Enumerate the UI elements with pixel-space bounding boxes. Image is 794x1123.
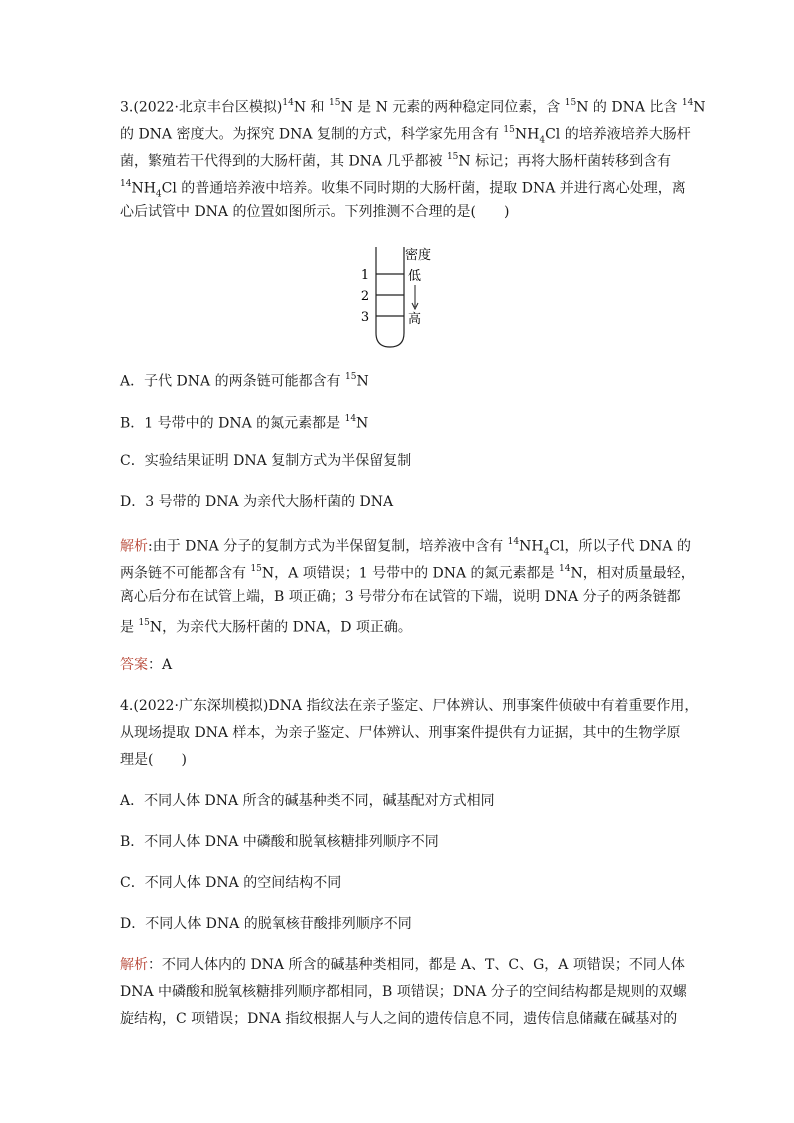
q4-option-b: B．不同人体 DNA 中磷酸和脱氧核糖排列顺序不同 [120, 834, 439, 850]
q4-line-2: 从现场提取 DNA 样本，为亲子鉴定、尸体辨认、刑事案件提供有力证据，其中的生物学原 [120, 725, 681, 741]
band-2-label: 2 [360, 289, 370, 304]
analysis-label: 解析 [120, 957, 148, 973]
q3-line-2: 的 DNA 密度大。为探究 DNA 复制的方式，科学家先用含有 $^{15}NH_4Cl$ 的培养液培养大肠杆 [120, 125, 691, 146]
density-high-label: 高 [408, 312, 422, 327]
analysis-label: 解析 [120, 538, 148, 555]
q4-option-d: D．不同人体 DNA 的脱氧核苷酸排列顺序不同 [120, 916, 412, 932]
q4-analysis-line-2: DNA 中磷酸和脱氧核糖排列顺序都相同，B 项错误；DNA 分子的空间结构都是规则的双螺 [120, 984, 687, 1000]
q3-line-3: 菌，繁殖若干代得到的大肠杆菌，其 DNA 几乎都被 $^{15}$N 标记；再将大肠杆菌转移到含有 [120, 152, 672, 170]
q3-line-4: $^{14}NH_4Cl$ 的普通培养液中培养。收集不同时期的大肠杆菌，提取 DNA 并进行离心处理，离 [120, 179, 686, 200]
q3-line-1: 3.(2022·北京丰台区模拟)$^{14}$N 和 $^{15}$N 是 N 元素的两种稳定同位素，含 $^{15}$N 的 DNA 比含 $^{14}$N [120, 98, 706, 116]
q3-analysis-line-2: 两条链不可能都含有 $^{15}$N，A 项错误；1 号带中的 DNA 的氮元素都是 $^{14}$N，相对质量最轻， [120, 564, 695, 582]
q4-option-a: A．不同人体 DNA 所含的碱基种类不同，碱基配对方式相同 [120, 793, 495, 809]
q3-analysis-line-1: 解析:由于 DNA 分子的复制方式为半保留复制，培养液中含有 $^{14}NH_4Cl$，所以子代 DNA 的 [120, 537, 691, 558]
q3-option-c: C．实验结果证明 DNA 复制方式为半保留复制 [120, 453, 412, 469]
q4-line-3: 理是( ) [120, 752, 187, 768]
q4-analysis-line-3: 旋结构，C 项错误；DNA 指纹根据人与人之间的遗传信息不同，遗传信息储藏在碱基对的 [120, 1011, 678, 1027]
q4-analysis-line-1: 解析：不同人体内的 DNA 所含的碱基种类相同，都是 A、T、C、G，A 项错误；不同人体 [120, 957, 685, 973]
q3-line-5: 心后试管中 DNA 的位置如图所示。下列推测不合理的是( ) [120, 204, 510, 220]
test-tube-outline [376, 247, 404, 347]
density-low-label: 低 [408, 269, 422, 284]
q3-option-a: A．子代 DNA 的两条链可能都含有 $^{15}$N [120, 372, 369, 390]
q3-answer: 答案：A [120, 657, 173, 673]
density-label: 密度 [405, 248, 432, 263]
centrifuge-tube-figure [350, 243, 460, 353]
q4-line-1: 4.(2022·广东深圳模拟)DNA 指纹法在亲子鉴定、尸体辨认、刑事案件侦破中有着重要作用， [120, 698, 699, 714]
band-1-label: 1 [360, 268, 370, 283]
q4-option-c: C．不同人体 DNA 的空间结构不同 [120, 875, 342, 891]
q3-option-b: B．1 号带中的 DNA 的氮元素都是 $^{14}$N [120, 414, 369, 432]
q3-option-d: D．3 号带的 DNA 为亲代大肠杆菌的 DNA [120, 494, 394, 510]
band-3-label: 3 [360, 310, 370, 325]
answer-label: 答案 [120, 657, 148, 673]
q3-analysis-line-3: 离心后分布在试管上端，B 项正确；3 号带分布在试管的下端，说明 DNA 分子的两条链都 [120, 589, 681, 605]
q3-analysis-line-4: 是 $^{15}$N，为亲代大肠杆菌的 DNA，D 项正确。 [120, 618, 412, 636]
